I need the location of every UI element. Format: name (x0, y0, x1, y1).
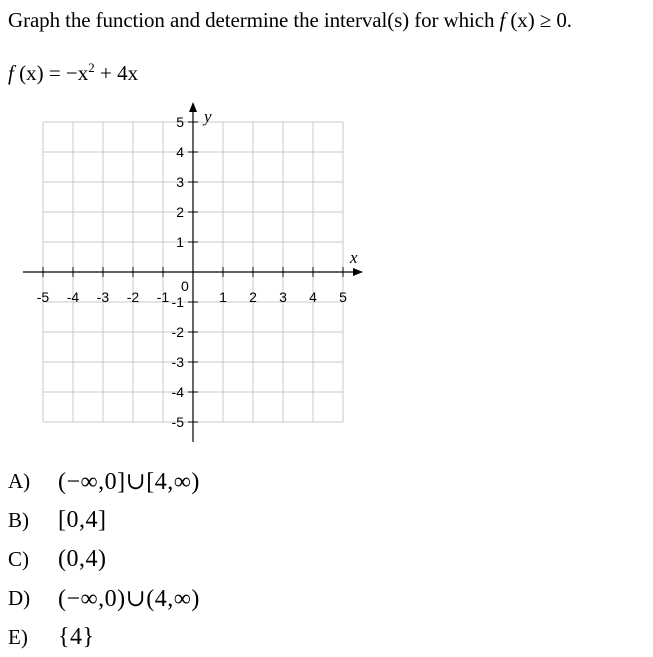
choice-value: {4} (58, 624, 95, 650)
function-lhs: (x) = −x (13, 61, 89, 85)
y-tick-label: -1 (171, 294, 184, 310)
choice-d[interactable] (8, 579, 200, 618)
y-tick-label: 1 (176, 234, 184, 250)
choice-letter: C) (8, 547, 29, 571)
function-exponent: 2 (88, 60, 95, 75)
axes (23, 102, 363, 442)
y-tick-label: 3 (176, 174, 184, 190)
y-axis-arrow-icon (189, 102, 197, 112)
x-tick-label: 5 (339, 289, 347, 305)
function-rhs: + 4x (94, 61, 139, 85)
coordinate-grid[interactable] (0, 100, 380, 450)
y-tick-label: 5 (176, 114, 184, 130)
choice-letter: A) (8, 469, 31, 493)
function-name: f (8, 61, 14, 85)
x-tick-label: -2 (126, 289, 140, 305)
y-tick-label: -4 (171, 384, 184, 400)
choice-a[interactable] (8, 462, 200, 501)
choice-letter: B) (8, 508, 29, 532)
origin-label: 0 (181, 278, 189, 294)
choice-value: (−∞,0]∪[4,∞) (58, 469, 200, 495)
choice-e[interactable] (8, 618, 200, 657)
x-tick-label: 1 (219, 289, 227, 305)
choice-value: [0,4] (58, 507, 107, 533)
y-tick-label: 2 (176, 204, 184, 220)
x-tick-label: -5 (36, 289, 50, 305)
x-tick-label: -3 (96, 289, 110, 305)
x-axis-label: x (350, 248, 358, 267)
choice-letter: E) (8, 625, 28, 649)
choice-b[interactable] (8, 501, 200, 540)
y-tick-label: -3 (171, 354, 184, 370)
choice-letter: D) (8, 586, 31, 610)
x-axis-arrow-icon (353, 268, 363, 276)
question-condition: (x) ≥ 0. (505, 8, 572, 32)
y-tick-label: -5 (171, 414, 184, 430)
y-axis-label: y (204, 107, 212, 126)
question-prefix: Graph the function and determine the interval(s) for which (8, 8, 500, 32)
choice-value: (−∞,0)∪(4,∞) (58, 586, 200, 612)
y-tick-label: 4 (176, 144, 184, 160)
x-tick-label: 2 (249, 289, 257, 305)
x-tick-label: -4 (66, 289, 80, 305)
question-function-name: f (499, 8, 506, 32)
question-text (8, 8, 572, 33)
answer-choices (8, 462, 200, 657)
x-tick-label: -1 (156, 289, 170, 305)
function-definition (8, 60, 138, 86)
y-tick-label: -2 (171, 324, 184, 340)
choice-value: (0,4) (58, 546, 107, 572)
x-tick-label: 4 (309, 289, 317, 305)
x-tick-label: 3 (279, 289, 287, 305)
choice-c[interactable] (8, 540, 200, 579)
